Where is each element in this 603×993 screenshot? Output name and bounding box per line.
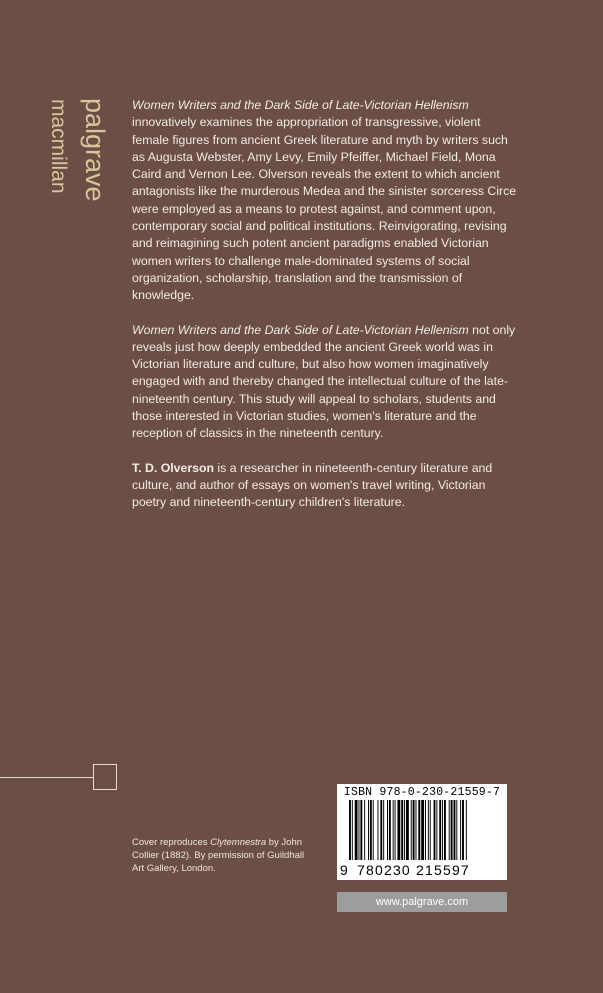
author-name: T. D. Olverson xyxy=(132,460,215,475)
logo-line-palgrave: palgrave xyxy=(80,98,110,202)
blurb-text: not only reveals just how deeply embedded the ancient Greek world was in Victorian literature and culture, but also how women imaginatively engaged with and thereby changed the intellectual culture of the late-nineteenth century. This study will appeal to scholars, students and those interested in Victorian studies, women's literature and the reception of classics in the nineteenth century. xyxy=(132,322,516,441)
blurb-paragraph-1 xyxy=(132,97,520,305)
decorative-box xyxy=(93,764,117,790)
author-bio-text: is a researcher in nineteenth-century literature and culture, and author of essays on women's travel writing, Victorian poetry and nineteenth-century children's literature. xyxy=(132,460,493,510)
book-title: Women Writers and the Dark Side of Late-Victorian Hellenism xyxy=(132,322,469,337)
author-bio xyxy=(132,460,520,512)
isbn-label: ISBN 978-0-230-21559-7 xyxy=(343,786,501,799)
barcode-digits-rest: 780230 215597 xyxy=(357,862,470,878)
credit-prefix: Cover reproduces xyxy=(132,837,211,848)
palgrave-macmillan-logo xyxy=(46,96,116,216)
isbn-barcode xyxy=(337,784,507,880)
blurb-text: innovatively examines the appropriation of transgressive, violent female figures from ancient Greek literature and myth by writers such as Augusta Webster, Amy Levy, Emily Pfeiffer, Michael Field, Mona Caird and Vernon Lee. Olverson reveals the extent to which ancient antagonists like the murderous Medea and the sinister sorceress Circe were employed as a means to protest against, and comment upon, contemporary social and political institutions. Reinvigorating, revising and reimagining such potent ancient paradigms enabled Victorian women writers to challenge male-dominated systems of social organization, scholarship, translation and the transmission of knowledge. xyxy=(132,115,517,303)
credit-work-title: Clytemnestra xyxy=(210,837,267,848)
decorative-rule xyxy=(0,777,93,778)
logo-line-macmillan: macmillan xyxy=(47,99,70,194)
cover-credit xyxy=(132,836,312,875)
blurb-paragraph-2 xyxy=(132,322,520,443)
blurb xyxy=(132,97,520,529)
barcode-bars xyxy=(349,800,495,862)
barcode-digit-first: 9 xyxy=(340,862,349,878)
website-url[interactable]: www.palgrave.com xyxy=(337,892,507,912)
book-title: Women Writers and the Dark Side of Late-Victorian Hellenism xyxy=(132,98,469,112)
credit-suffix: by John Collier (1882). By permission of Guildhall Art Gallery, London. xyxy=(132,837,305,874)
